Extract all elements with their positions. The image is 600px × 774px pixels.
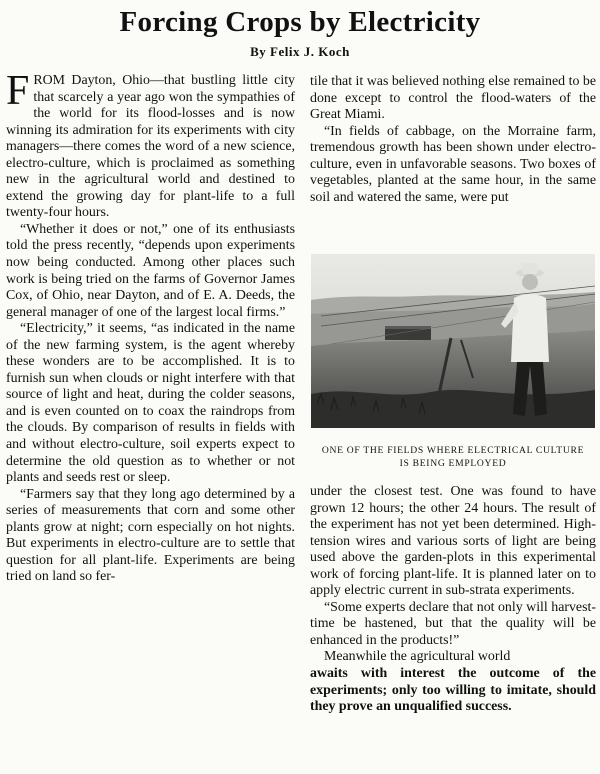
paragraph-test-results: under the closest test. One was found to have grown 12 hours; the other 24 hours. The result of the experiment has not yet been determined. High-tension wires and various sorts of light are being used above the garden-plots in this experimental work of forcing plant-life. It is planned later on to apply electric current in sub-strata experiments. xyxy=(310,484,596,599)
paragraph-cabbage: “In fields of cabbage, on the Morraine farm, tremendous growth has been shown under electro-culture, even in unfavorable seasons. Two boxes of vegetables, planted at the same hour, in the same soil and watered the same, were put xyxy=(310,123,596,205)
paragraph-1 xyxy=(6,68,295,222)
figure-caption xyxy=(305,444,600,470)
caption-line-1: ONE OF THE FIELDS WHERE ELECTRICAL CULTURE xyxy=(321,445,585,456)
article-title: Forcing Crops by Electricity xyxy=(119,6,481,38)
meanwhile-line: Meanwhile the agricultural world xyxy=(324,649,511,665)
right-column-top xyxy=(310,74,596,206)
paragraph-continued: tile that it was believed nothing else remained to be done except to control the flood-waters of the Great Miami. xyxy=(310,74,596,123)
article-byline: By Felix J. Koch xyxy=(250,44,350,59)
paragraph-4: “Farmers say that they long ago determined by a series of measurements that corn and some other plants grow at night; corn especially on hot nights. But experiments in electro-culture are to settle that question for all plant-life. Experiments are being tried on land so fer- xyxy=(6,486,295,585)
field-photo-illustration xyxy=(311,254,595,428)
field-photograph xyxy=(311,254,595,428)
paragraph-closing: awaits with interest the outcome of the experiments; only too willing to imitate, should they prove an unqualified success. xyxy=(310,666,596,715)
paragraph-2: “Whether it does or not,” one of its enthusiasts told the press recently, “depends upon experiments now being conducted. Among other places such work is being tried on the farms of Governor James Cox, of Ohio, near Dayton, and of E. A. Deeds, the general manager of one of the largest local firms.” xyxy=(6,221,295,320)
paragraph-meanwhile xyxy=(310,649,596,666)
left-column xyxy=(6,68,295,586)
right-column-bottom xyxy=(310,484,596,716)
paragraph-3: “Electricity,” it seems, “as indicated in the name of the new farming system, is the agent whereby these wonders are to be accomplished. It is to furnish sun when clouds or night interfere with that source of light and heat, during the colder seasons, and is even counted on to coax the raindrops from the clouds. By comparison of results in fields with and without electro-culture, soil experts expect to determine the old question as to whether or not plants and seeds rest or sleep. xyxy=(6,321,295,486)
paragraph-experts: “Some experts declare that not only will harvest-time be hastened, but that the quality will be enhanced in the products!” xyxy=(310,599,596,648)
paragraph-1-text: ROM Dayton, Ohio—that bustling little city that scarcely a year ago won the sympathies of the world for its flood-losses and is now winning its admiration for its experiments with city managers—there comes the word of a new science, electro-culture, which is proclaimed as something new in the agricultural world and destined to extend the growing day for plant-life to a full twenty-four hours. xyxy=(6,73,295,221)
caption-line-2: IS BEING EMPLOYED xyxy=(399,458,507,469)
drop-cap: F xyxy=(6,68,30,114)
